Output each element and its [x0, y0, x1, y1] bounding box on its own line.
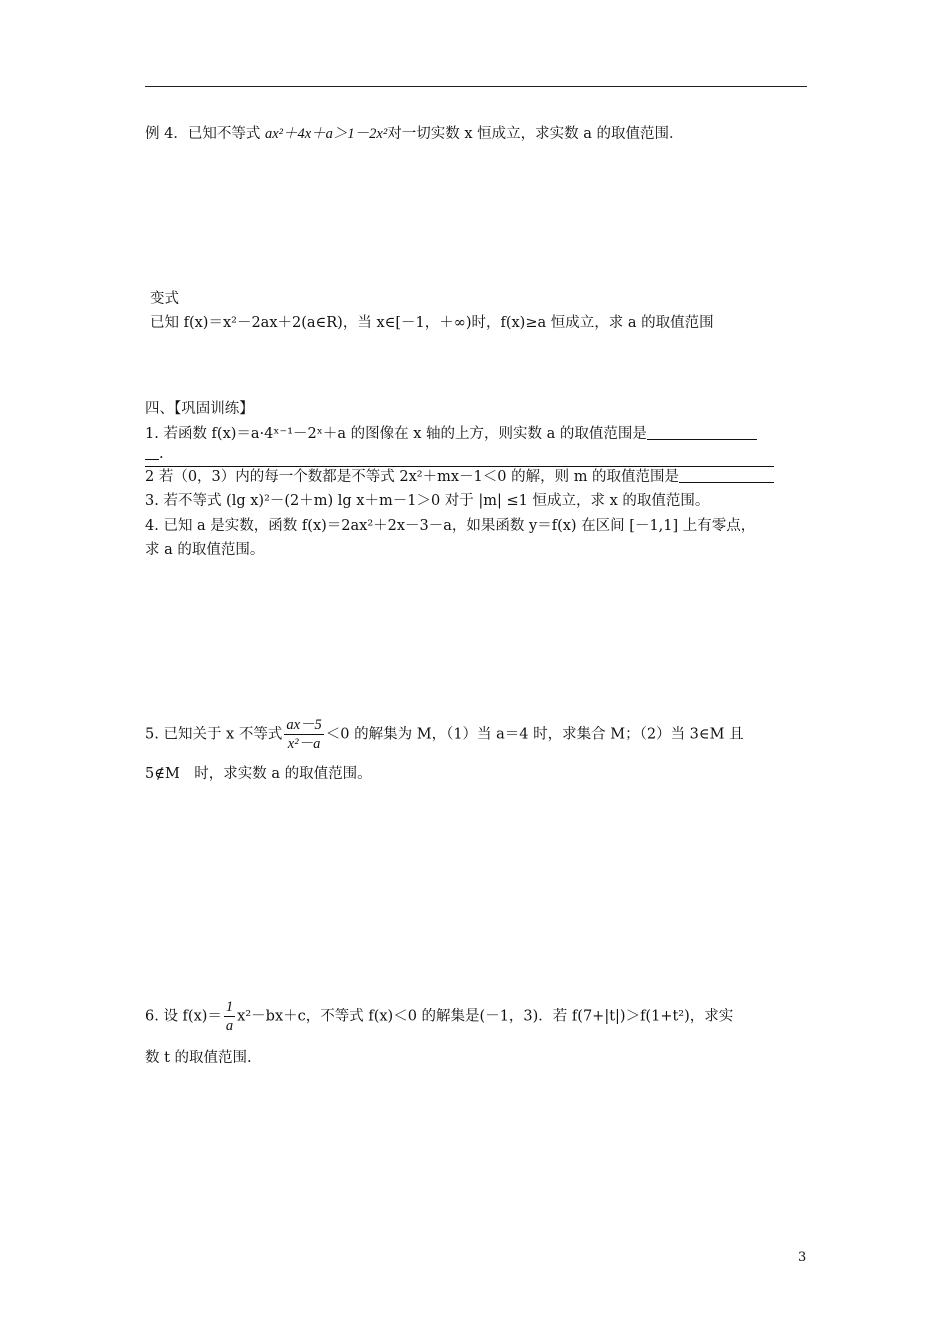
problem-5-prefix: 5. 已知关于 x 不等式: [145, 726, 283, 743]
problem-5-fraction: [284, 716, 323, 753]
problem-6-prefix: 6. 设 f(x)＝: [145, 1008, 222, 1025]
page-number: 3: [798, 1250, 807, 1265]
problem-5: [145, 716, 744, 753]
problem-6-line-2: 数 t 的取值范围.: [145, 1050, 252, 1066]
problem-6-numerator: 1: [225, 999, 234, 1015]
answer-blank-1[interactable]: [647, 425, 757, 440]
problem-6-denominator: a: [225, 1018, 234, 1034]
problem-4-line-2: 求 a 的取值范围。: [145, 542, 265, 558]
problem-6: [145, 998, 733, 1035]
example-4-prefix: 例 4．已知不等式: [145, 126, 265, 142]
problem-6-suffix: x²－bx＋c，不等式 f(x)＜0 的解集是(－1，3)．若 f(7+|t|)＞f(1+t²)，求实: [237, 1008, 734, 1025]
problem-5-numerator: ax－5: [286, 717, 322, 733]
problem-1-text: 1. 若函数 f(x)＝a·4ˣ⁻¹－2ˣ＋a 的图像在 x 轴的上方，则实数 a 的取值范围是: [145, 426, 647, 442]
header-rule: [145, 86, 807, 87]
problem-5-line-2: 5∉M 时，求实数 a 的取值范围。: [145, 766, 372, 782]
problem-2: [145, 466, 774, 487]
answer-blank-1-cont[interactable]: [145, 445, 159, 460]
section-heading: 四、【巩固训练】: [145, 401, 254, 417]
answer-blank-2[interactable]: [679, 468, 774, 483]
problem-1-continued: [145, 444, 164, 464]
example-4-suffix: 对一切实数 x 恒成立，求实数 a 的取值范围．: [387, 126, 684, 142]
problem-5-denominator: x²－a: [287, 736, 321, 752]
example-4-expression: ax²＋4x＋a＞1－2x²: [264, 126, 388, 142]
problem-6-fraction: [224, 998, 235, 1035]
problem-3: 3. 若不等式 (lg x)²－(2＋m) lg x＋m－1＞0 对于 |m| ≤1 恒成立，求 x 的取值范围。: [145, 493, 710, 509]
variant-heading: 变式: [150, 291, 179, 307]
problem-2-text: 2 若（0，3）内的每一个数都是不等式 2x²＋mx－1＜0 的解，则 m 的取值范围是: [145, 469, 680, 485]
problem-1-end: .: [159, 446, 164, 462]
problem-1: [145, 424, 757, 444]
problem-5-suffix: ＜0 的解集为 M，（1）当 a＝4 时，求集合 M；（2）当 3∈M 且: [325, 726, 744, 743]
variant-text: 已知 f(x)＝x²－2ax＋2(a∈R)，当 x∈[－1，＋∞)时，f(x)≥a 恒成立，求 a 的取值范围: [150, 315, 714, 331]
problem-4-line-1: 4. 已知 a 是实数，函数 f(x)＝2ax²＋2x－3－a，如果函数 y＝f(x) 在区间 [－1,1] 上有零点，: [145, 518, 756, 534]
example-4: [145, 124, 683, 144]
